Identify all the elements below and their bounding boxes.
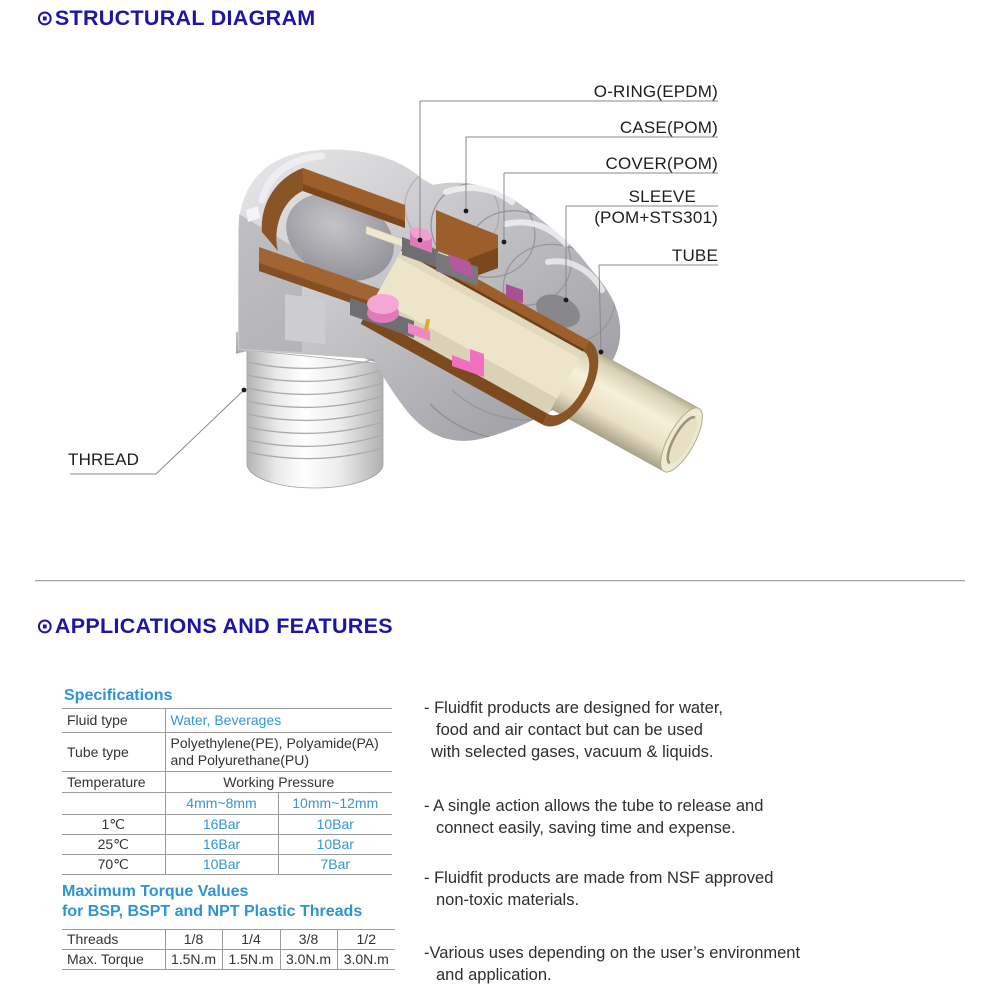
applications-heading xyxy=(36,614,393,639)
feature-line: - A single action allows the tube to release and xyxy=(424,797,764,815)
table-row xyxy=(62,855,392,875)
label-thread: THREAD xyxy=(68,450,140,469)
torque-heading xyxy=(62,882,362,922)
table-row xyxy=(62,793,392,815)
torque-max-label: Max. Torque xyxy=(62,950,165,970)
specifications-heading: Specifications xyxy=(64,687,173,704)
spec-fluid-type-value: Water, Beverages xyxy=(165,709,392,733)
table-row xyxy=(62,835,392,855)
body-step-notch xyxy=(285,294,325,344)
features-list xyxy=(424,697,984,986)
section-divider xyxy=(35,580,965,582)
spec-temp-value: 70℃ xyxy=(62,855,165,875)
feature-item xyxy=(424,697,984,763)
torque-table xyxy=(62,929,395,970)
table-row xyxy=(62,733,392,772)
thread-stud xyxy=(247,350,383,488)
spec-temp-value: 1℃ xyxy=(62,815,165,835)
label-o-ring: O-RING(EPDM) xyxy=(593,82,718,101)
spec-pressure-small: 16Bar xyxy=(165,835,278,855)
label-cover: COVER(POM) xyxy=(605,154,718,173)
spec-size-small: 4mm~8mm xyxy=(165,793,278,815)
structural-heading-text: STRUCTURAL DIAGRAM xyxy=(54,6,316,30)
spec-temp-value: 25℃ xyxy=(62,835,165,855)
table-row xyxy=(62,950,395,970)
torque-size: 3/8 xyxy=(280,930,337,950)
spec-working-pressure-label: Working Pressure xyxy=(165,772,392,793)
feature-item xyxy=(424,867,984,911)
spec-fluid-type-label: Fluid type xyxy=(62,709,165,733)
table-row xyxy=(62,815,392,835)
spec-pressure-large: 7Bar xyxy=(278,855,392,875)
label-tube: TUBE xyxy=(671,246,718,265)
table-row xyxy=(62,709,392,733)
feature-item xyxy=(424,795,984,839)
feature-line: food and air contact but can be used xyxy=(436,721,703,739)
feature-line: non-toxic materials. xyxy=(436,891,580,909)
torque-value: 3.0N.m xyxy=(280,950,337,970)
spec-pressure-small: 16Bar xyxy=(165,815,278,835)
label-sleeve-line2: (POM+STS301) xyxy=(594,208,718,227)
torque-size: 1/4 xyxy=(222,930,280,950)
spec-pressure-large: 10Bar xyxy=(278,835,392,855)
torque-heading-line2: for BSP, BSPT and NPT Plastic Threads xyxy=(62,903,363,920)
specifications-table xyxy=(62,708,392,875)
torque-value: 3.0N.m xyxy=(337,950,395,970)
table-row xyxy=(62,930,395,950)
spec-temperature-label: Temperature xyxy=(62,772,165,793)
feature-line: connect easily, saving time and expense. xyxy=(436,819,736,837)
feature-line: and application. xyxy=(436,966,552,984)
feature-item xyxy=(424,942,984,986)
feature-line: with selected gases, vacuum & liquids. xyxy=(431,743,714,761)
spec-tube-type-label: Tube type xyxy=(62,733,165,772)
spec-pressure-small: 10Bar xyxy=(165,855,278,875)
feature-line: - Fluidfit products are made from NSF approved xyxy=(424,869,774,887)
torque-value: 1.5N.m xyxy=(165,950,222,970)
label-sleeve xyxy=(594,186,718,228)
torque-heading-line1: Maximum Torque Values xyxy=(62,883,249,900)
feature-line: - Fluidfit products are designed for water, xyxy=(424,699,723,717)
spec-size-large: 10mm~12mm xyxy=(278,793,392,815)
torque-size: 1/2 xyxy=(337,930,395,950)
label-sleeve-line1: SLEEVE xyxy=(628,187,696,206)
table-row xyxy=(62,772,392,793)
torque-value: 1.5N.m xyxy=(222,950,280,970)
spec-tube-type-value: Polyethylene(PE), Polyamide(PA) and Polyurethane(PU) xyxy=(165,733,392,772)
spec-empty-cell xyxy=(62,793,165,815)
label-case: CASE(POM) xyxy=(619,118,718,137)
feature-line: -Various uses depending on the user’s environment xyxy=(424,944,801,962)
section-bullet-icon: ⊙ xyxy=(36,6,54,30)
torque-size: 1/8 xyxy=(165,930,222,950)
section-bullet-icon: ⊙ xyxy=(36,614,54,638)
torque-threads-label: Threads xyxy=(62,930,165,950)
applications-heading-text: APPLICATIONS AND FEATURES xyxy=(54,614,393,638)
spec-pressure-large: 10Bar xyxy=(278,815,392,835)
